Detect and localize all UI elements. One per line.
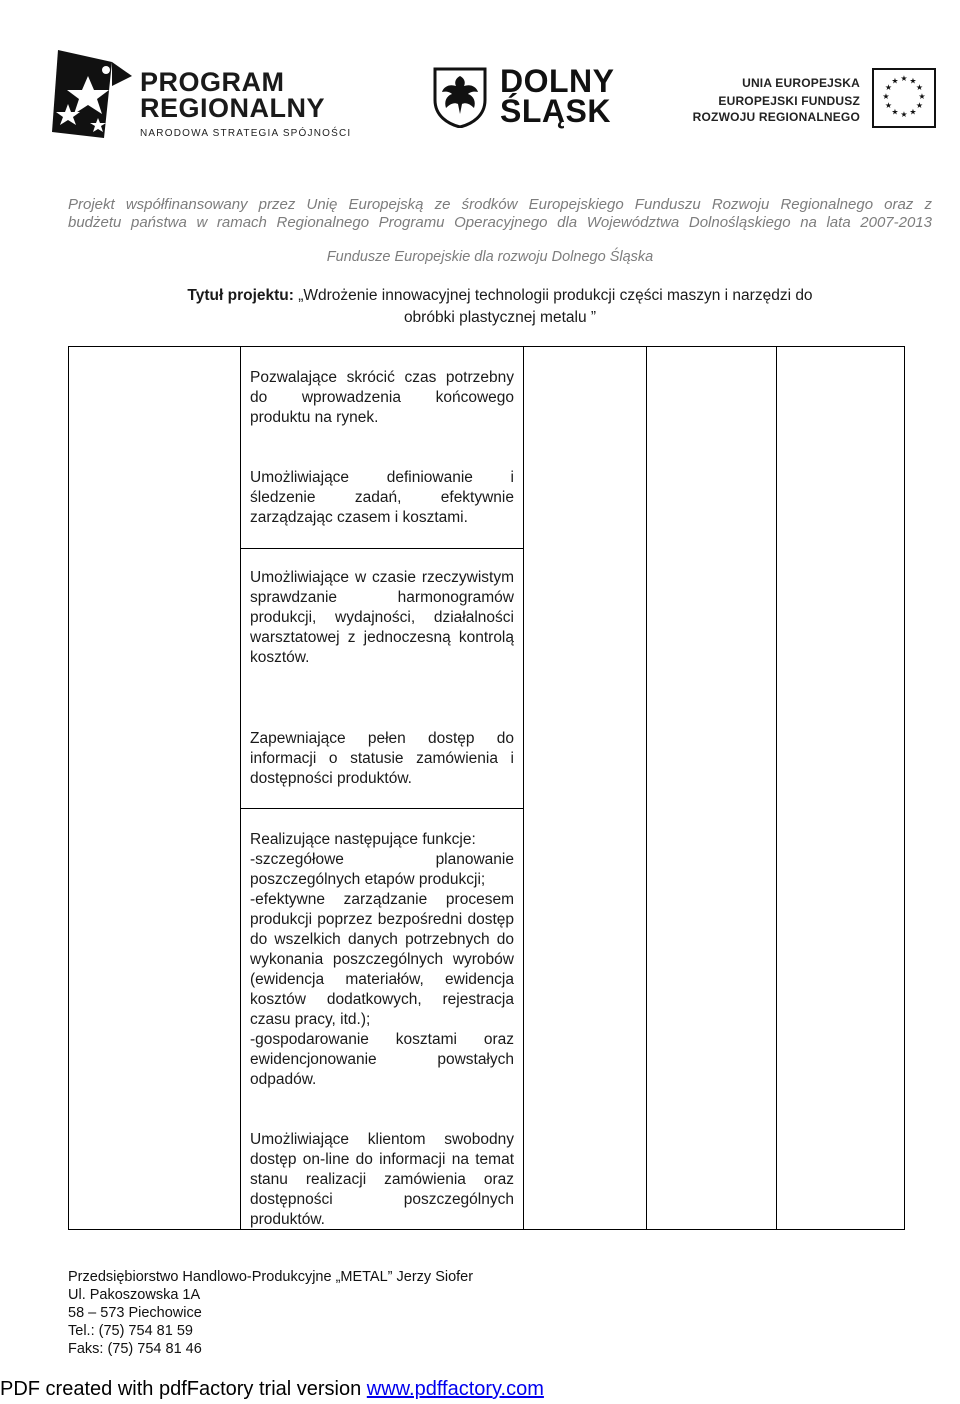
table-col-divider-3 bbox=[646, 346, 647, 1230]
svg-text:★: ★ bbox=[900, 110, 908, 119]
company-city: 58 – 573 Piechowice bbox=[68, 1305, 202, 1321]
table-col-divider-2 bbox=[523, 346, 524, 1230]
table-row-separator bbox=[240, 548, 524, 549]
program-regionalny-logo bbox=[52, 44, 372, 144]
svg-text:★: ★ bbox=[884, 101, 893, 110]
eu-logo-line3: ROZWOJU REGIONALNEGO bbox=[692, 110, 860, 124]
table-left-border bbox=[68, 346, 69, 1230]
svg-text:★: ★ bbox=[891, 107, 899, 117]
company-fax: Faks: (75) 754 81 46 bbox=[68, 1341, 202, 1357]
program-logo-line1: PROGRAM bbox=[140, 67, 285, 97]
dolny-slask-logo bbox=[432, 64, 632, 134]
project-title-line2: obróbki plastycznej metalu ” bbox=[403, 309, 597, 326]
table-row bbox=[250, 1130, 514, 1230]
star-figures-icon bbox=[52, 46, 136, 142]
svg-text:★: ★ bbox=[918, 92, 926, 101]
table-cell-text: -gospodarowanie kosztami oraz ewidencjonowanie powstałych odpadów. bbox=[250, 1031, 514, 1088]
table-row bbox=[250, 368, 514, 428]
cofinance-note-line2: budżetu państwa w ramach Regionalnego Programu Operacyjnego dla Województwa Dolnośląskiego na lata 2007-2013 bbox=[68, 214, 932, 231]
dolny-logo-line2: ŚLĄSK bbox=[500, 93, 611, 129]
svg-text:★: ★ bbox=[915, 83, 924, 92]
table-right-border bbox=[904, 346, 905, 1230]
project-title-line1 bbox=[0, 287, 960, 305]
table-cell-text: Zapewniające pełen dostęp do informacji o statusie zamówienia i dostępności produktów. bbox=[250, 730, 514, 787]
eu-flag-icon bbox=[872, 68, 936, 128]
table-row bbox=[250, 729, 514, 789]
pdffactory-link[interactable]: www.pdffactory.com bbox=[366, 1378, 544, 1400]
pdf-banner-text: PDF created with pdfFactory trial version bbox=[0, 1378, 367, 1400]
eu-logo-line2: EUROPEJSKI FUNDUSZ bbox=[718, 94, 860, 108]
svg-text:★: ★ bbox=[891, 76, 899, 86]
company-footer bbox=[68, 1268, 473, 1358]
cofinance-note-line1: Projekt współfinansowany przez Unię Europejską ze środków Europejskiego Funduszu Rozwoju Regionalnego oraz z bbox=[68, 196, 932, 213]
eu-logo bbox=[692, 68, 936, 130]
funds-slogan: Fundusze Europejskie dla rozwoju Dolnego Śląska bbox=[326, 249, 654, 265]
svg-text:★: ★ bbox=[884, 83, 893, 92]
table-row bbox=[250, 830, 514, 1090]
svg-text:★: ★ bbox=[900, 74, 908, 83]
eu-logo-line1: UNIA EUROPEJSKA bbox=[742, 76, 860, 90]
pdf-trial-banner bbox=[0, 1378, 544, 1401]
company-phone: Tel.: (75) 754 81 59 bbox=[68, 1323, 193, 1339]
program-logo-subtitle: NARODOWA STRATEGIA SPÓJNOŚCI bbox=[140, 128, 352, 139]
table-row bbox=[250, 468, 514, 528]
svg-text:★: ★ bbox=[909, 107, 917, 117]
eagle-crest-icon bbox=[432, 66, 488, 128]
table-cell-text: Pozwalające skrócić czas potrzebny do wprowadzenia końcowego produktu na rynek. bbox=[250, 369, 514, 426]
table-row bbox=[250, 568, 514, 668]
table-top-border bbox=[68, 346, 905, 347]
svg-text:★: ★ bbox=[915, 101, 924, 110]
table-cell-text: Umożliwiające definiowanie i śledzenie zadań, efektywnie zarządzając czasem i kosztami. bbox=[250, 469, 514, 526]
company-street: Ul. Pakoszowska 1A bbox=[68, 1287, 201, 1303]
table-row-separator bbox=[240, 808, 524, 809]
program-logo-line2: REGIONALNY bbox=[140, 93, 326, 123]
table-cell-text: -efektywne zarządzanie procesem produkcji poprzez bezpośredni dostęp do wszelkich danych potrzebnych do wykonania poszczególnych wyrobów (ewidencja materiałów, ewidencja kosztów dodatkowych, rejestracja czasu pracy, itd.); bbox=[250, 891, 514, 1028]
table-col-divider-1 bbox=[240, 346, 241, 1230]
project-title-label: Tytuł projektu: bbox=[187, 287, 294, 304]
table-cell-text: Umożliwiające w czasie rzeczywistym sprawdzanie harmonogramów produkcji, wydajności, działalności warsztatowej z jednoczesną kontrolą kosztów. bbox=[250, 569, 514, 666]
dolny-logo-line1: DOLNY bbox=[500, 63, 615, 99]
svg-text:★: ★ bbox=[882, 92, 890, 101]
svg-text:★: ★ bbox=[909, 76, 917, 86]
table-cell-text: Umożliwiające klientom swobodny dostęp on-line do informacji na temat stanu realizacji zamówienia oraz dostępności poszczególnych produktów. bbox=[250, 1131, 514, 1228]
project-title-text: „Wdrożenie innowacyjnej technologii produkcji części maszyn i narzędzi do bbox=[298, 287, 813, 304]
table-cell-text: -szczegółowe planowanie poszczególnych etapów produkcji; bbox=[250, 851, 514, 888]
table-col-divider-4 bbox=[776, 346, 777, 1230]
table-cell-text: Realizujące następujące funkcje: bbox=[250, 831, 476, 848]
company-name: Przedsiębiorstwo Handlowo-Produkcyjne „METAL” Jerzy Siofer bbox=[68, 1269, 474, 1285]
